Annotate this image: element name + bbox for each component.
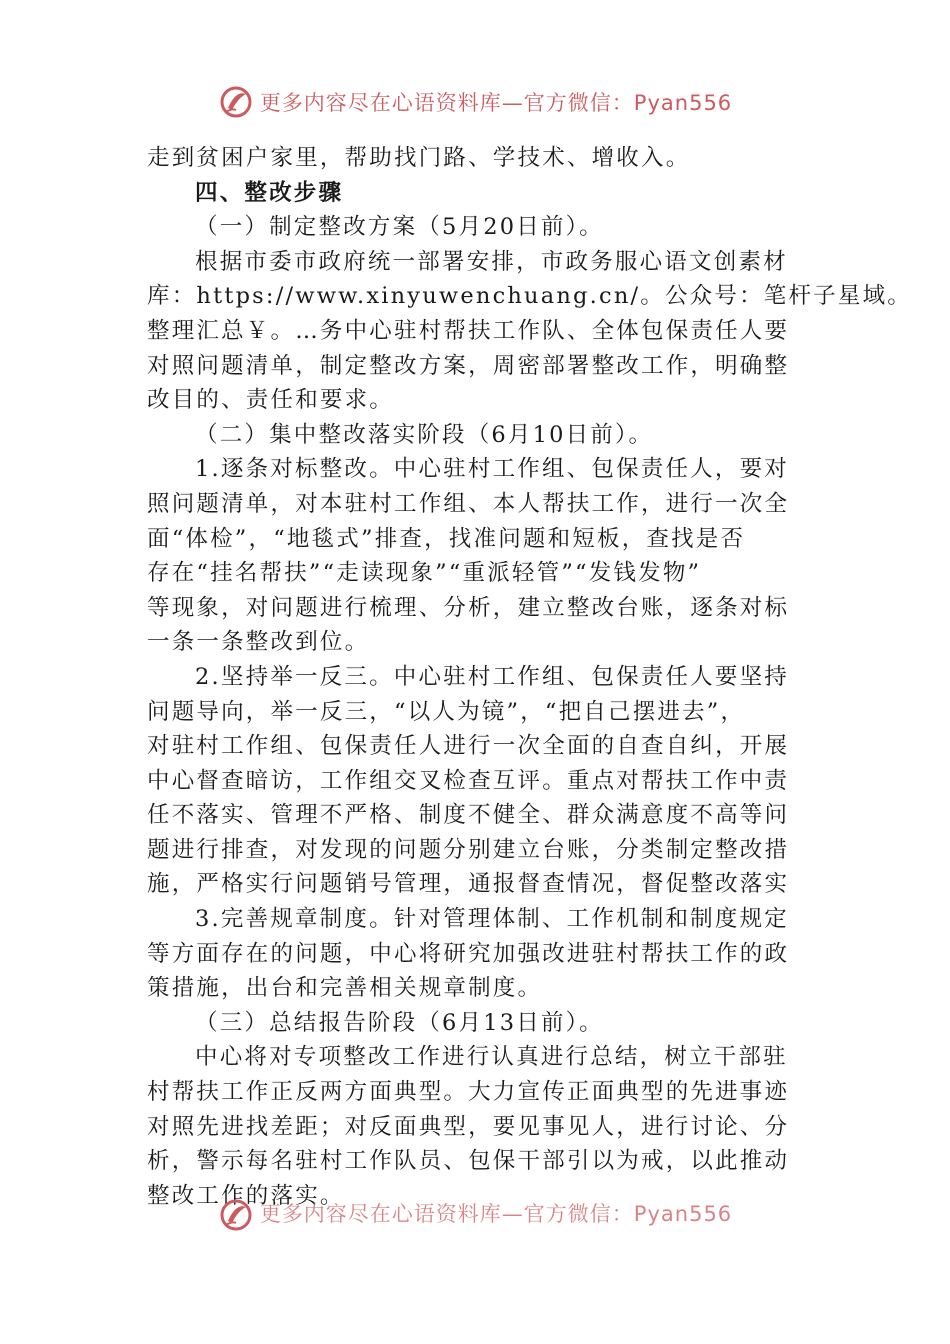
paragraph-line: 析，警示每名驻村工作队员、包保干部引以为戒，以此推动	[147, 1148, 790, 1175]
paragraph-line: 1.逐条对标整改。中心驻村工作组、包保责任人，要对	[195, 456, 789, 483]
paragraph-line: 施，严格实行问题销号管理，通报督查情况，督促整改落实	[147, 871, 790, 898]
paragraph-line: 中心将对专项整改工作进行认真进行总结，树立干部驻	[195, 1044, 788, 1071]
paragraph-line: 整改工作的落实。	[147, 1182, 345, 1209]
paragraph-line: 根据市委市政府统一部署安排，市政务服心语文创素材	[195, 248, 788, 275]
paragraph-line: 一条一条整改到位。	[147, 629, 370, 656]
paragraph-line: 中心督查暗访，工作组交叉检查互评。重点对帮扶工作中责	[147, 767, 790, 794]
paragraph-line: 对照问题清单，制定整改方案，周密部署整改工作，明确整	[147, 352, 790, 379]
paragraph-line: 策措施，出台和完善相关规章制度。	[147, 975, 543, 1002]
paragraph-line: 等现象，对问题进行梳理、分析，建立整改台账，逐条对标	[147, 594, 790, 621]
watermark-text: 更多内容尽在心语资料库—官方微信：Pyan556	[259, 91, 733, 115]
paragraph-line: 库：https://www.xinyuwenchuang.cn/。公众号：笔杆子星域。	[147, 283, 912, 310]
paragraph-line: 题进行排查，对发现的问题分别建立台账，分类制定整改措	[147, 836, 790, 863]
document-body	[147, 141, 912, 1213]
paragraph-line: 改目的、责任和要求。	[147, 387, 395, 414]
paragraph-line: 村帮扶工作正反两方面典型。大力宣传正面典型的先进事迹	[147, 1079, 790, 1106]
step-title: （一）制定整改方案（5月20日前）。	[195, 214, 604, 241]
paragraph-line: 对驻村工作组、包保责任人进行一次全面的自查自纠，开展	[147, 733, 790, 760]
watermark-text: 更多内容尽在心语资料库—官方微信：Pyan556	[259, 1202, 733, 1226]
paragraph-line: 照问题清单，对本驻村工作组、本人帮扶工作，进行一次全	[147, 490, 790, 517]
watermark-banner-top	[0, 82, 950, 122]
paragraph-line: 2.坚持举一反三。中心驻村工作组、包保责任人要坚持	[195, 663, 789, 690]
paragraph-line: 存在“挂名帮扶”“走读现象”“重派轻管”“发钱发物”	[147, 560, 702, 587]
brush-logo-icon	[218, 1197, 254, 1233]
paragraph-line: 问题导向，举一反三，“以人为镜”，“把自己摆进去”，	[147, 698, 746, 725]
paragraph-line: 整理汇总￥。…务中心驻村帮扶工作队、全体包保责任人要	[147, 317, 790, 344]
paragraph-line: 走到贫困户家里，帮助找门路、学技术、增收入。	[147, 145, 691, 171]
section-heading: 四、整改步骤	[195, 179, 344, 206]
paragraph-line: 对照先进找差距；对反面典型，要见事见人，进行讨论、分	[147, 1113, 790, 1140]
watermark-banner-bottom	[0, 1203, 950, 1239]
paragraph-line: 等方面存在的问题，中心将研究加强改进驻村帮扶工作的政	[147, 940, 790, 967]
step-title: （二）集中整改落实阶段（6月10日前）。	[195, 421, 654, 448]
step-title: （三）总结报告阶段（6月13日前）。	[195, 1009, 604, 1036]
paragraph-line: 3.完善规章制度。针对管理体制、工作机制和制度规定	[195, 906, 789, 933]
paragraph-line: 面“体检”，“地毯式”排查，找准问题和短板，查找是否	[147, 525, 746, 552]
brush-logo-icon	[218, 84, 254, 120]
paragraph-line: 任不落实、管理不严格、制度不健全、群众满意度不高等问	[147, 802, 790, 829]
